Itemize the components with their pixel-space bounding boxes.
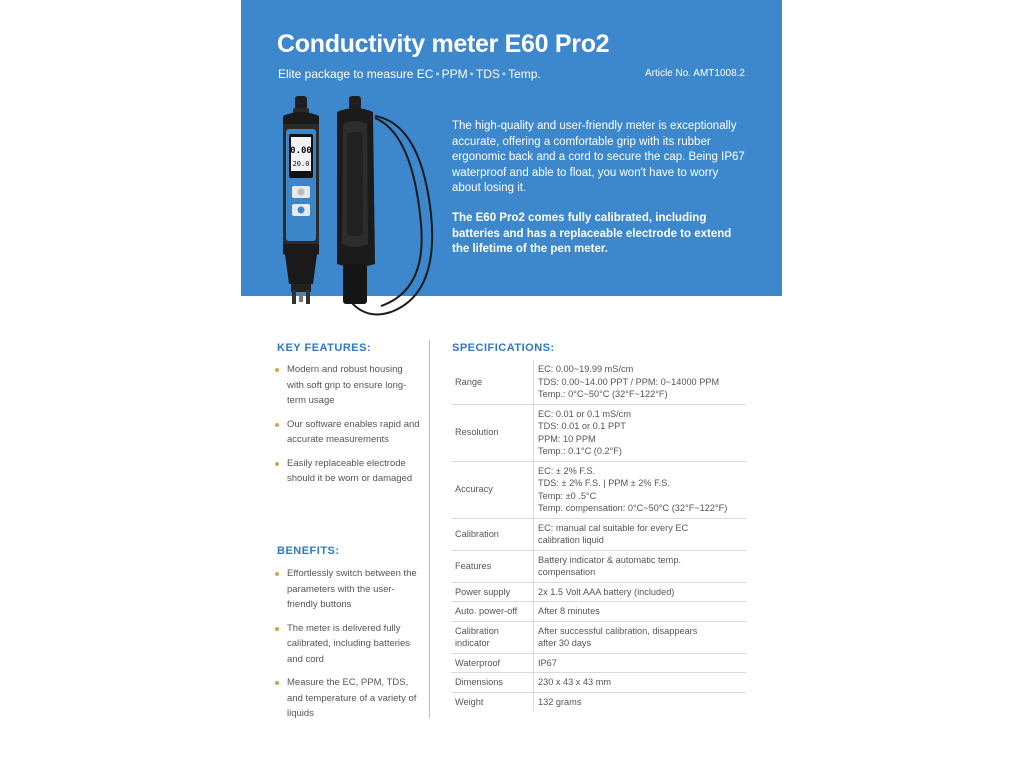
benefits-heading: BENEFITS: — [277, 545, 340, 557]
spec-row — [451, 673, 746, 693]
intro-bold-paragraph: The E60 Pro2 comes fully calibrated, including batteries and has a replaceable electrode to extend the lifetime of the pen meter. — [452, 212, 732, 255]
spec-value-line: Battery indicator & automatic temp. — [538, 554, 681, 565]
subtitle-item: PPM — [441, 67, 468, 81]
key-features-list — [274, 362, 422, 495]
spec-row — [451, 518, 746, 550]
spec-row — [451, 582, 746, 602]
spec-value-line: EC: 0.01 or 0.1 mS/cm — [538, 408, 631, 419]
spec-value — [534, 602, 747, 622]
spec-key: Range — [451, 360, 534, 404]
key-features-heading: KEY FEATURES: — [277, 342, 372, 354]
spec-value — [534, 673, 747, 693]
spec-value-line: PPM: 10 PPM — [538, 433, 596, 444]
specifications-heading: SPECIFICATIONS: — [452, 342, 555, 354]
spec-value-line: EC: manual cal suitable for every EC — [538, 522, 689, 533]
spec-value-line: IP67 — [538, 657, 557, 668]
spec-value — [534, 621, 747, 653]
specifications-table — [451, 360, 746, 711]
list-item: The meter is delivered fully calibrated, including batteries and cord — [274, 621, 422, 668]
spec-value-line: Temp.: 0.1°C (0.2°F) — [538, 446, 622, 456]
page-title: Conductivity meter E60 Pro2 — [277, 30, 610, 58]
spec-row — [451, 404, 746, 461]
subtitle-item: TDS — [475, 67, 500, 81]
spec-value-line: TDS: ± 2% F.S. | PPM ± 2% F.S. — [538, 478, 670, 488]
spec-value-line: EC: 0.00~19.99 mS/cm — [538, 364, 634, 374]
subtitle-item: EC — [416, 67, 434, 81]
intro-paragraph: The high-quality and user-friendly meter is exceptionally accurate, offering a comfortable grip with its rubber ergonomic back and a cord to secure the cap. Being IP67 waterproof and able to float, you won't have to worry about losing it. — [452, 120, 745, 194]
list-item: Easily replaceable electrode should it be worn or damaged — [274, 456, 422, 487]
spec-key: Dimensions — [451, 673, 534, 693]
spec-value — [534, 550, 747, 582]
list-item: Effortlessly switch between the parameters with the user-friendly buttons — [274, 566, 422, 613]
spec-key: Accuracy — [451, 461, 534, 518]
spec-value-line: TDS: 0.01 or 0.1 PPT — [538, 421, 626, 431]
spec-value-line: After successful calibration, disappears — [538, 625, 698, 636]
article-number: Article No. AMT1008.2 — [644, 68, 745, 79]
spec-value — [534, 404, 747, 461]
spec-value — [534, 692, 747, 711]
page-subtitle — [278, 67, 541, 81]
meter-front — [283, 96, 319, 304]
spec-value-line: compensation — [538, 567, 596, 577]
product-image — [271, 94, 461, 324]
display-value: 0.00 — [290, 146, 312, 156]
list-item: Measure the EC, PPM, TDS, and temperature of a variety of liquids — [274, 675, 422, 722]
list-item: Our software enables rapid and accurate measurements — [274, 417, 422, 448]
subtitle-item: Temp. — [508, 67, 541, 81]
spec-value-line: after 30 days — [538, 638, 592, 648]
spec-key: Waterproof — [451, 653, 534, 673]
spec-value-line: 132 grams — [538, 696, 582, 707]
spec-key: Calibration indicator — [451, 621, 534, 653]
dot-separator: • — [501, 67, 507, 81]
spec-value — [534, 582, 747, 602]
spec-key: Auto. power-off — [451, 602, 534, 622]
display-temp: 20.0 — [292, 160, 310, 168]
spec-value — [534, 360, 747, 404]
spec-row — [451, 602, 746, 622]
spec-value-line: After 8 minutes — [538, 606, 600, 616]
spec-value — [534, 518, 747, 550]
spec-key: Calibration — [451, 518, 534, 550]
spec-row — [451, 461, 746, 518]
spec-row — [451, 692, 746, 711]
spec-value — [534, 653, 747, 673]
subtitle-prefix: Elite package to measure — [278, 67, 414, 81]
spec-value-line: TDS: 0.00~14.00 PPT / PPM: 0~14000 PPM — [538, 376, 720, 387]
specifications-body — [451, 360, 746, 711]
spec-value-line: Temp: ±0 .5°C — [538, 490, 597, 501]
spec-row — [451, 360, 746, 404]
dot-separator: • — [469, 67, 474, 81]
spec-row — [451, 621, 746, 653]
spec-value — [534, 461, 747, 518]
spec-value-line: Temp.: 0°C~50°C (32°F~122°F) — [538, 389, 668, 399]
spec-value-line: calibration liquid — [538, 535, 604, 545]
spec-value-line: 230 x 43 x 43 mm — [538, 677, 612, 687]
spec-key: Weight — [451, 692, 534, 711]
benefits-list — [274, 566, 422, 730]
spec-key: Resolution — [451, 404, 534, 461]
list-item: Modern and robust housing with soft grip to ensure long-term usage — [274, 362, 422, 409]
spec-key: Power supply — [451, 582, 534, 602]
spec-value-line: EC: ± 2% F.S. — [538, 465, 596, 476]
column-divider — [429, 340, 430, 718]
spec-key: Features — [451, 550, 534, 582]
spec-value-line: Temp. compensation: 0°C~50°C (32°F~122°F) — [538, 503, 728, 513]
datasheet-page — [241, 0, 782, 768]
spec-row — [451, 550, 746, 582]
spec-row — [451, 653, 746, 673]
dot-separator: • — [435, 67, 440, 81]
spec-value-line: 2x 1.5 Volt AAA battery (included) — [538, 586, 675, 597]
meter-back — [337, 96, 375, 304]
